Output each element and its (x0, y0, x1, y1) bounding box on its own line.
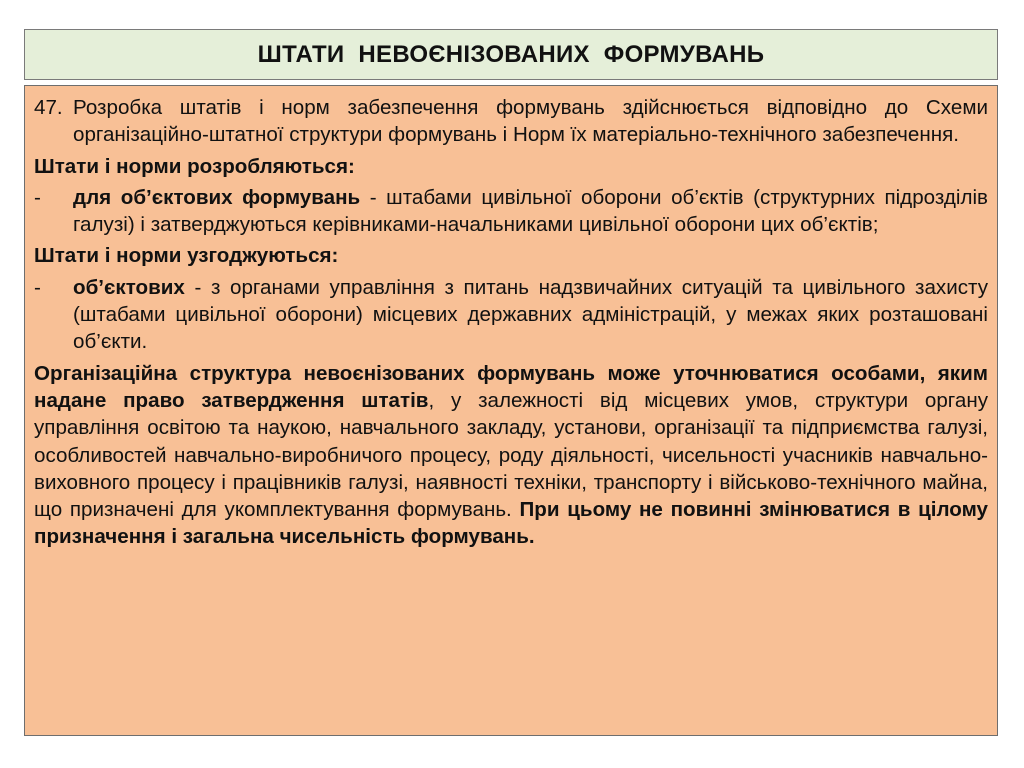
paragraph-body: , у залежності від місцевих умов, структури органу управління освітою та наукою, навчального закладу, установи, організації та підприємства галузі, особливостей навчально-виробничого процесу, роду діяльності, чисельності учасників навчально-виховного процесу і працівників галузі, наявності техніки, транспорту і військово-технічного майна, що призначені для укомплектування формувань. (34, 388, 988, 522)
heading-developed: Штати і норми розробляються: (34, 154, 355, 178)
content-box (24, 85, 998, 736)
heading-agreed: Штати і норми узгоджуються: (34, 244, 339, 268)
paragraph-47 (34, 94, 988, 149)
list-item-rest: - з органами управління з питань надзвичайних ситуацій та цивільного захисту (штабами цивільної оборони) місцевих державних адміністрацій, у межах яких розташовані об’єкти. (73, 275, 988, 354)
slide-title-box (24, 29, 998, 80)
list-item-text (73, 184, 988, 239)
paragraph-structure (34, 360, 988, 551)
paragraph-bold-lead: Організаційна структура невоєнізованих формувань може уточнюватися особами, яким надане право затвердження штатів (34, 361, 988, 412)
list-item-objects (34, 274, 988, 356)
list-marker: - (34, 185, 41, 209)
list-item-object-formations (34, 184, 988, 239)
list-item-bold: для об’єктових формувань (73, 185, 361, 209)
paragraph-47-text: Розробка штатів і норм забезпечення формувань здійснюється відповідно до Схеми організаційно-штатної структури формувань і Норм їх матеріально-технічного забезпечення. (73, 96, 988, 147)
list-item-text (73, 274, 988, 356)
paragraph-bold-tail: При цьому не повинні змінюватися в цілому призначення і загальна чисельність формувань. (34, 498, 988, 549)
paragraph-number: 47. (34, 96, 63, 119)
list-marker: - (34, 275, 41, 299)
slide-title: ШТАТИ НЕВОЄНІЗОВАНИХ ФОРМУВАНЬ (257, 40, 765, 68)
list-item-rest: - штабами цивільної оборони об’єктів (структурних підрозділів галузі) і затверджуються керівниками-начальниками цивільної оборони цих об’єктів; (73, 185, 988, 237)
list-item-bold: об’єктових (73, 275, 185, 299)
